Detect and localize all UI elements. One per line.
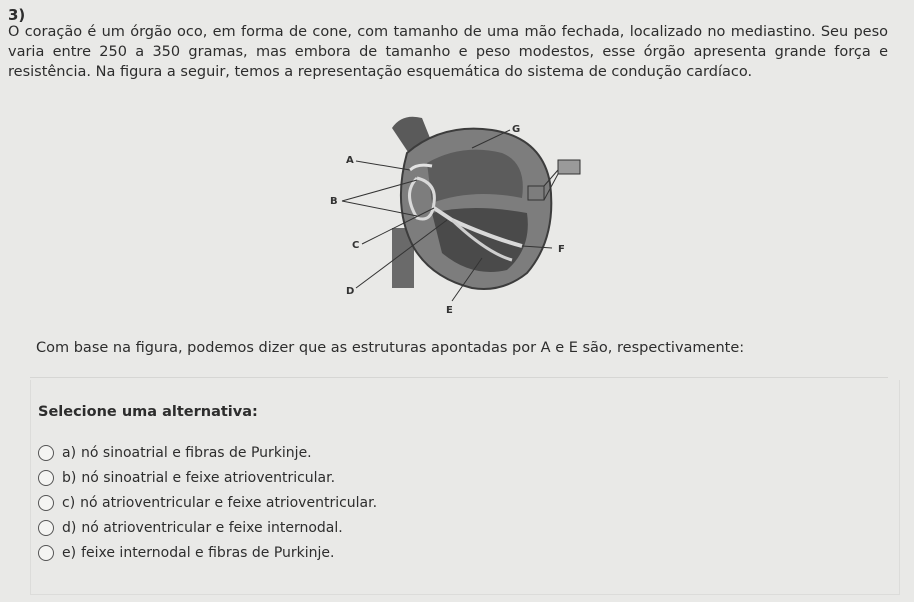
option-d[interactable]: [38, 515, 377, 540]
radio-button[interactable]: [38, 445, 54, 461]
option-letter: d): [62, 519, 77, 536]
figure-label-c: C: [352, 240, 360, 251]
radio-button[interactable]: [38, 470, 54, 486]
option-c[interactable]: [38, 490, 377, 515]
figure-label-f: F: [558, 244, 565, 255]
figure-label-a: A: [346, 155, 354, 166]
radio-button[interactable]: [38, 520, 54, 536]
section-divider: [30, 377, 888, 378]
figure-label-d: D: [346, 286, 355, 297]
option-text: nó sinoatrial e feixe atrioventricular.: [81, 469, 336, 486]
option-letter: a): [62, 444, 77, 461]
radio-button[interactable]: [38, 495, 54, 511]
question-prompt: Com base na figura, podemos dizer que as estruturas apontadas por A e E são, respectivamente:: [36, 340, 745, 356]
option-text: nó atrioventricular e feixe internodal.: [81, 519, 343, 536]
option-letter: e): [62, 544, 77, 561]
select-alternative-label: Selecione uma alternativa:: [38, 404, 258, 420]
option-b[interactable]: [38, 465, 377, 490]
option-text: feixe internodal e fibras de Purkinje.: [81, 544, 335, 561]
heart-diagram: [322, 108, 602, 326]
question-stem: O coração é um órgão oco, em forma de cone, com tamanho de uma mão fechada, localizado no mediastino. Seu peso varia entre 250 a 350 gramas, mas embora de tamanho e peso modestos, esse órgão apresenta grande força e resistência. Na figura a seguir, temos a representação esquemática do sistema de condução cardíaco.: [8, 24, 888, 80]
option-text: nó atrioventricular e feixe atrioventricular.: [80, 494, 378, 511]
heart-conduction-figure: [322, 108, 602, 326]
radio-button[interactable]: [38, 545, 54, 561]
leader-a: [356, 161, 410, 170]
zoom-box: [558, 160, 580, 174]
option-e[interactable]: [38, 540, 377, 565]
figure-label-e: E: [446, 305, 453, 316]
option-text: nó sinoatrial e fibras de Purkinje.: [81, 444, 312, 461]
option-a[interactable]: [38, 440, 377, 465]
option-letter: b): [62, 469, 77, 486]
answer-options: [38, 440, 377, 565]
figure-label-g: G: [512, 124, 521, 135]
figure-label-b: B: [330, 196, 338, 207]
question-number: 3): [8, 6, 26, 24]
option-letter: c): [62, 494, 76, 511]
